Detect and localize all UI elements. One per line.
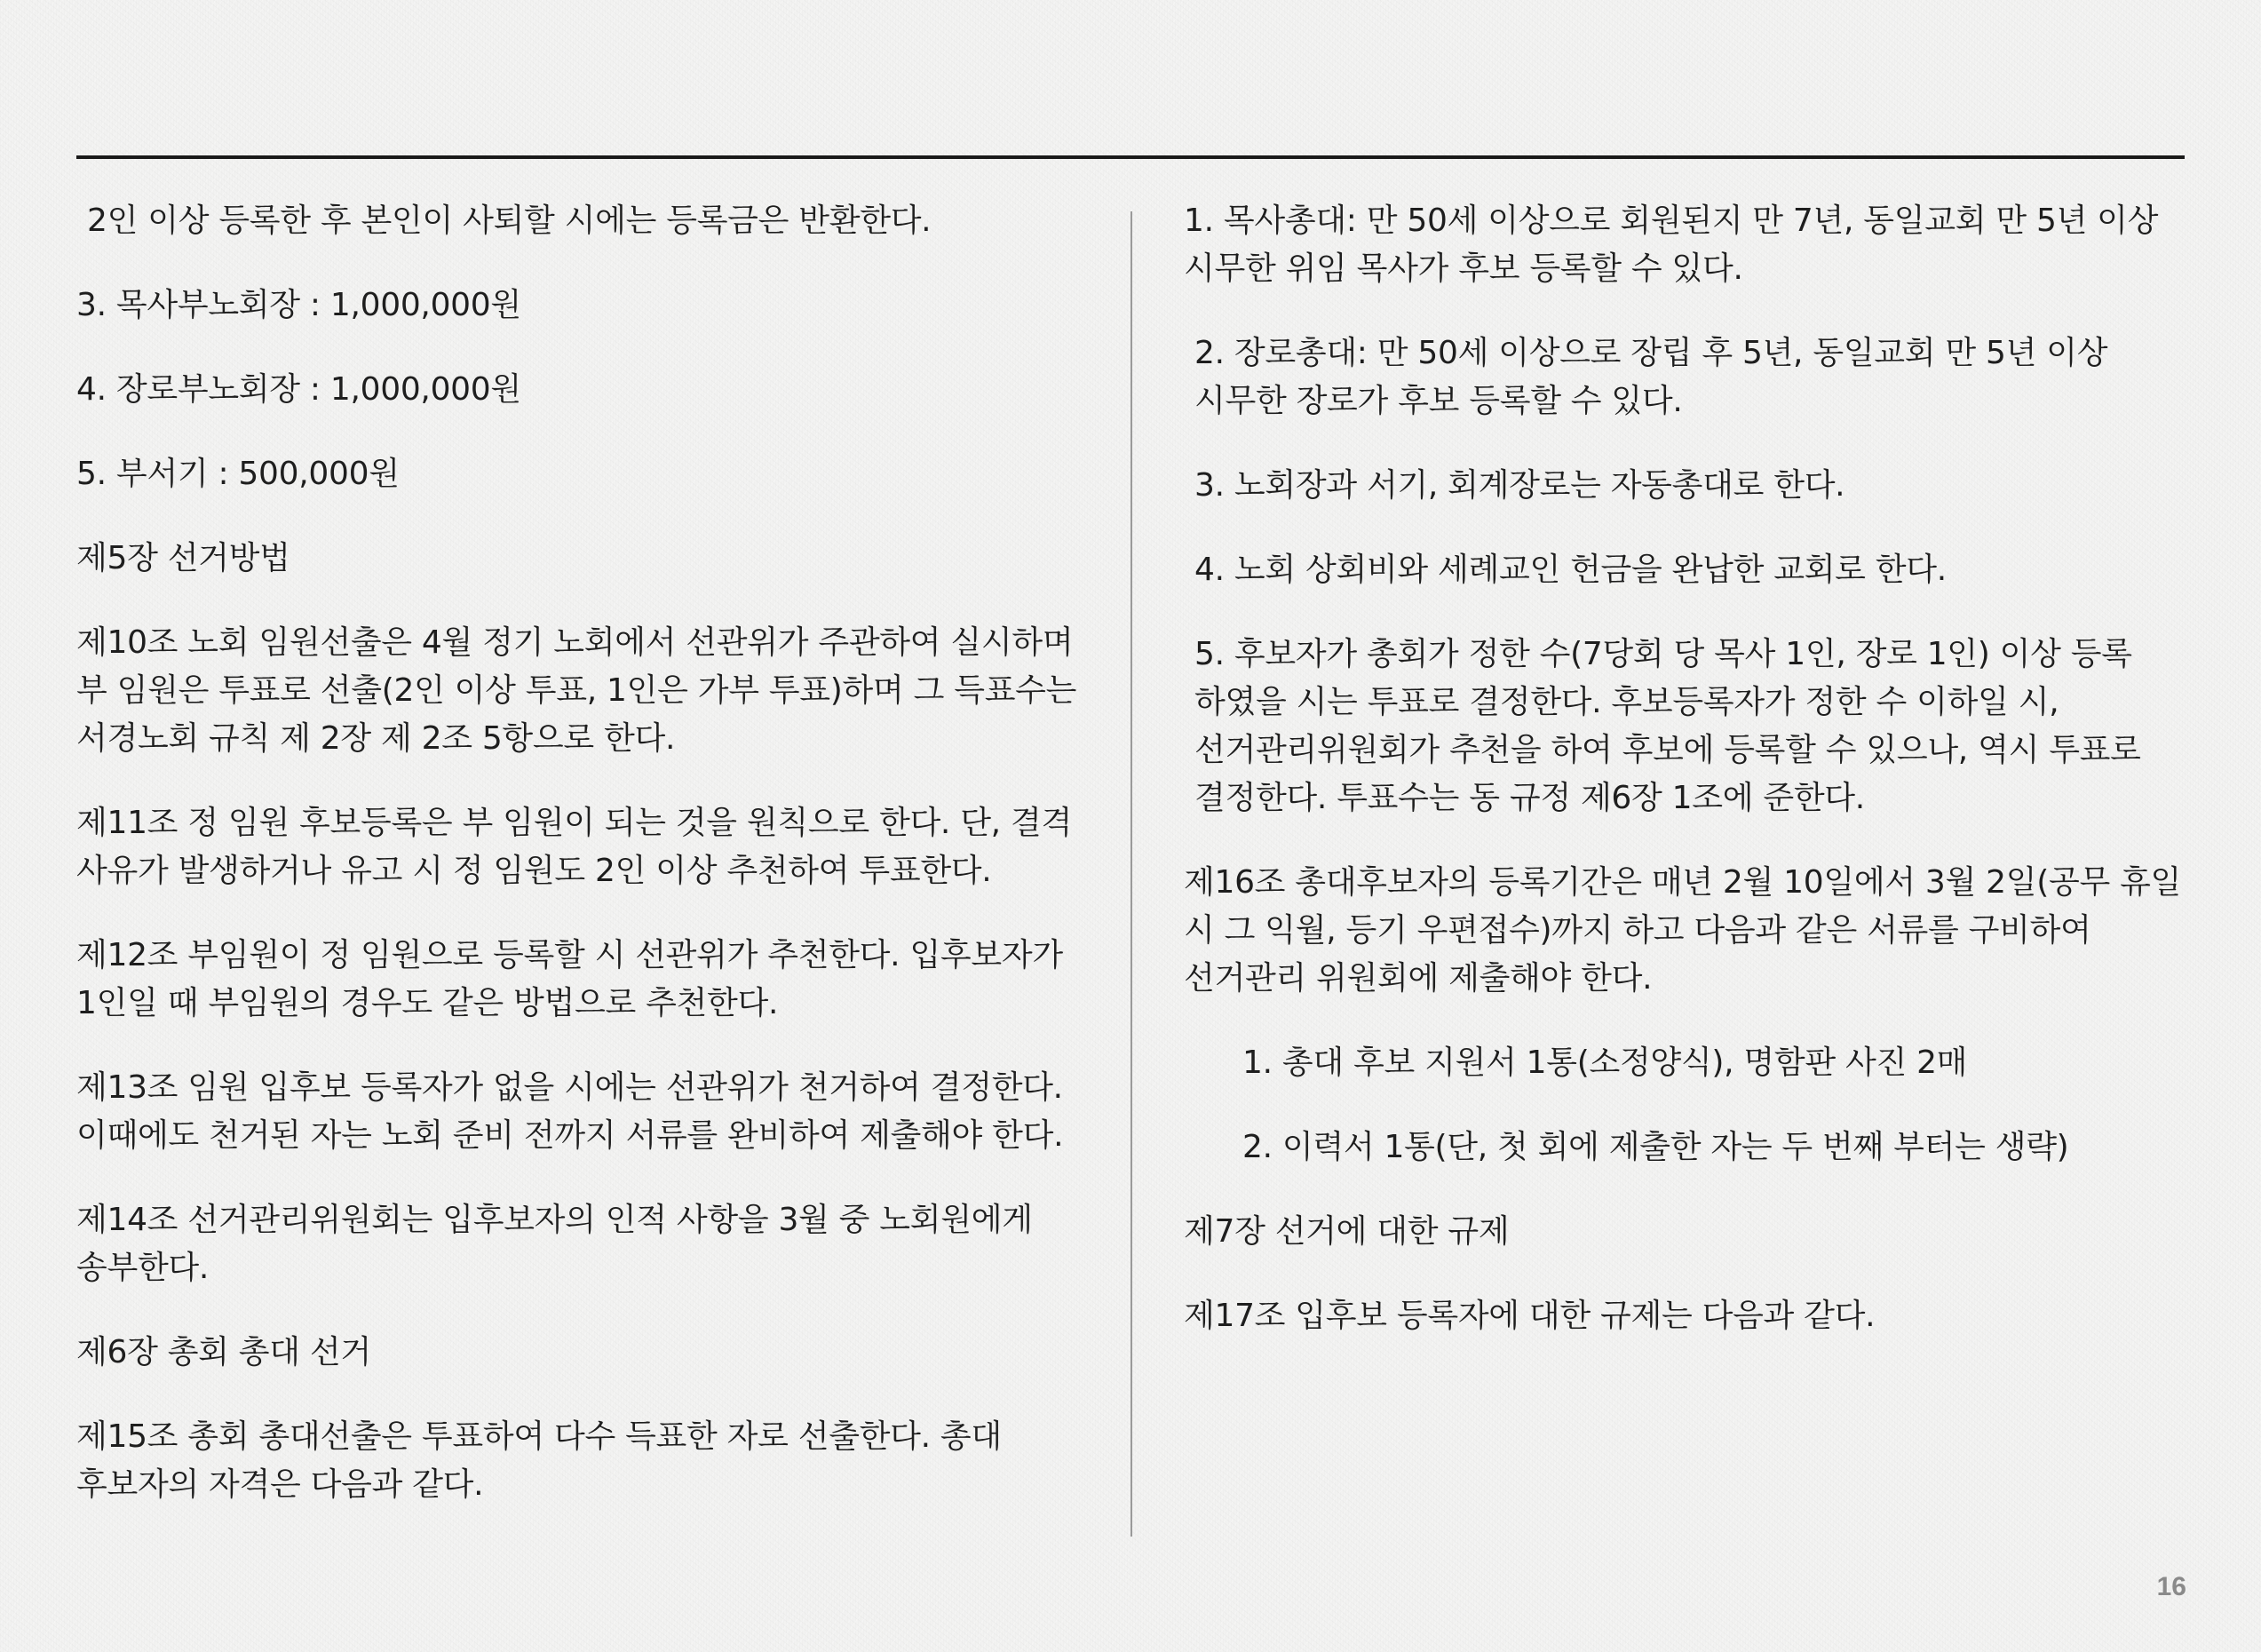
article-10: 제10조 노회 임원선출은 4월 정기 노회에서 선관위가 주관하여 실시하며 부 임원은 투표로 선출(2인 이상 투표, 1인은 가부 투표)하며 그 득표수는 서경노회 규칙 제 2장 제 2조 5항으로 한다. xyxy=(76,624,1077,757)
article-16: 제16조 총대후보자의 등록기간은 매년 2월 10일에서 3월 2일(공무 휴일 시 그 익월, 등기 우편접수)까지 하고 다음과 같은 서류를 구비하여 선거관리 위원회에 제출해야 한다. xyxy=(1184,864,2182,997)
header-rule xyxy=(76,155,2185,159)
paragraph-deposit-refund: 2인 이상 등록한 후 본인이 사퇴할 시에는 등록금은 반환한다. xyxy=(87,203,932,239)
document-item-2: 2. 이력서 1통(단, 첫 회에 제출한 자는 두 번째 부터는 생략) xyxy=(1242,1129,2069,1165)
qualification-item-4: 4. 노회 상회비와 세례교인 헌금을 완납한 교회로 한다. xyxy=(1194,552,1947,588)
left-column xyxy=(76,197,1107,1545)
article-12: 제12조 부임원이 정 임원으로 등록할 시 선관위가 추천한다. 입후보자가 1인일 때 부임원의 경우도 같은 방법으로 추천한다. xyxy=(76,937,1063,1021)
fee-item-elder-vice-moderator: 4. 장로부노회장 : 1,000,000원 xyxy=(76,371,521,408)
right-column xyxy=(1184,197,2189,1377)
fee-item-pastor-vice-moderator: 3. 목사부노회장 : 1,000,000원 xyxy=(76,287,521,323)
article-11: 제11조 정 임원 후보등록은 부 임원이 되는 것을 원칙으로 한다. 단, 결격 사유가 발생하거나 유고 시 정 임원도 2인 이상 추천하여 투표한다. xyxy=(76,805,1072,889)
article-13: 제13조 임원 입후보 등록자가 없을 시에는 선관위가 천거하여 결정한다. 이때에도 천거된 자는 노회 준비 전까지 서류를 완비하여 제출해야 한다. xyxy=(76,1069,1064,1154)
page-number: 16 xyxy=(2156,1572,2186,1601)
chapter-heading-6: 제6장 총회 총대 선거 xyxy=(76,1334,371,1370)
qualification-item-5: 5. 후보자가 총회가 정한 수(7당회 당 목사 1인, 장로 1인) 이상 등록 하였을 시는 투표로 결정한다. 후보등록자가 정한 수 이하일 시, 선거관리위원회가 추천을 하여 후보에 등록할 수 있으나, 역시 투표로 결정한다. 투표수는 동 규정 제6장 1조에 준한다. xyxy=(1194,636,2141,816)
article-14: 제14조 선거관리위원회는 입후보자의 인적 사항을 3월 중 노회원에게 송부한다. xyxy=(76,1202,1033,1286)
column-divider xyxy=(1130,211,1132,1537)
chapter-heading-7: 제7장 선거에 대한 규제 xyxy=(1184,1213,1510,1250)
article-17: 제17조 입후보 등록자에 대한 규제는 다음과 같다. xyxy=(1184,1298,1876,1334)
chapter-heading-5: 제5장 선거방법 xyxy=(76,540,290,576)
qualification-item-1: 1. 목사총대: 만 50세 이상으로 회원된지 만 7년, 동일교회 만 5년 이상 시무한 위임 목사가 후보 등록할 수 있다. xyxy=(1184,203,2159,287)
document-item-1: 1. 총대 후보 지원서 1통(소정양식), 명함판 사진 2매 xyxy=(1242,1044,1968,1081)
qualification-item-2: 2. 장로총대: 만 50세 이상으로 장립 후 5년, 동일교회 만 5년 이상 시무한 장로가 후보 등록할 수 있다. xyxy=(1194,335,2108,419)
qualification-item-3: 3. 노회장과 서기, 회계장로는 자동총대로 한다. xyxy=(1194,467,1845,504)
fee-item-vice-clerk: 5. 부서기 : 500,000원 xyxy=(76,456,400,492)
article-15: 제15조 총회 총대선출은 투표하여 다수 득표한 자로 선출한다. 총대 후보자의 자격은 다음과 같다. xyxy=(76,1418,1002,1503)
